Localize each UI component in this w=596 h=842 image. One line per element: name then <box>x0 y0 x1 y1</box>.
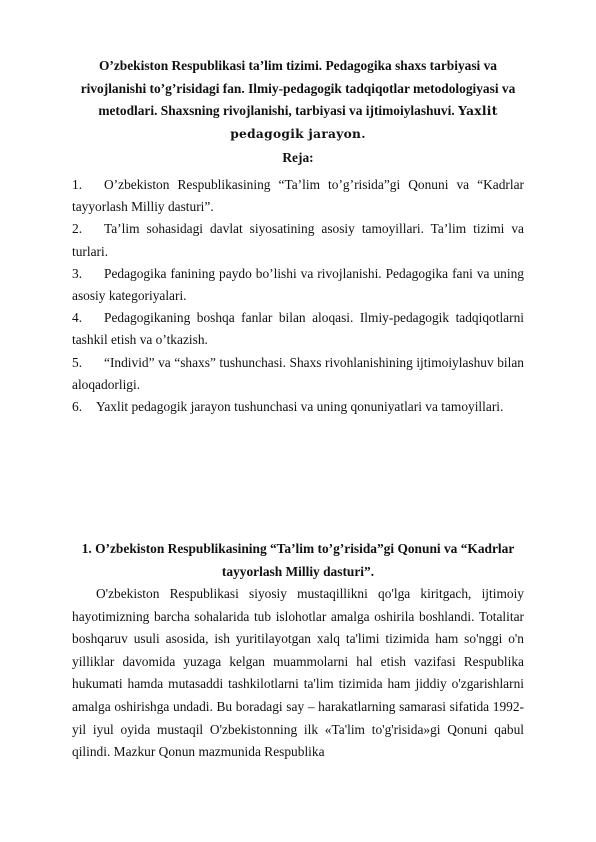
plan-item <box>72 307 524 351</box>
plan-list <box>72 174 524 418</box>
plan-item <box>72 218 524 262</box>
plan-item-number: 4. <box>72 310 83 326</box>
document-title <box>72 55 524 145</box>
title-main: O’zbekiston Respublikasi ta’lim tizimi. Pedagogika shaxs tarbiyasi va rivojlanishi to’g’risidagi fan. Ilmiy-pedagogik tadqiqotlar metodologiyasi va metodlari. Shaxsning rivojlanishi, tarbiyasi va ijtimoiylashuvi. <box>80 58 516 118</box>
plan-item <box>72 352 524 396</box>
plan-item <box>72 396 524 418</box>
plan-heading: Reja: <box>282 150 314 165</box>
plan-item <box>72 263 524 307</box>
plan-item <box>72 174 524 218</box>
plan-item-text: Pedagogikaning boshqa fanlar bilan aloqasi. Ilmiy-pedagogik tadqiqotlarni tashkil etish va o’tkazish. <box>72 310 524 348</box>
plan-item-number: 3. <box>72 265 83 281</box>
section-heading: 1. O’zbekiston Respublikasining “Ta’lim to’g’risida”gi Qonuni va “Kadrlar tayyorlash Milliy dasturi”. <box>81 541 515 579</box>
plan-item-text: Pedagogika fanining paydo bo’lishi va rivojlanishi. Pedagogika fani va uning asosiy kategoriyalari. <box>72 265 524 304</box>
plan-item-number: 6. <box>72 399 83 415</box>
plan-item-text: “Individ” va “shaxs” tushunchasi. Shaxs rivohlanishining ijtimoiylashuv bilan aloqadorligi. <box>72 354 524 392</box>
plan-item-number: 5. <box>72 354 83 370</box>
plan-item-number: 1. <box>72 177 83 192</box>
plan-item-text: O’zbekiston Respublikasining “Ta’lim to’g’risida”gi Qonuni va “Kadrlar tayyorlash Milliy dasturi”. <box>72 177 524 215</box>
plan-item-text: Yaxlit pedagogik jarayon tushunchasi va uning qonuniyatlari va tamoyillari. <box>96 399 504 415</box>
section-paragraph: O'zbekiston Respublikasi siyosiy mustaqillikni qo'lga kiritgach, ijtimoiy hayotimizning barcha sohalarida tub islohotlar amalga oshirila boshlandi. Totalitar boshqaruv usuli asosida, ish yuritilayotgan xalq ta'limi tizimida ham so'nggi o'n yilliklar davomida yuzaga kelgan muammolarni hal etish vazifasi Respublika hukumati hamda mutasaddi tashkilotlarni ta'lim tizimida ham jiddiy o'zgarishlarni amalga oshirishga undadi. Bu boradagi say – harakatlarning samarasi sifatida 1992-yil iyul oyida mustaqil O'zbekistonning ilk «Ta'lim to'g'risida»gi Qonuni qabul qilindi. Mazkur Qonun mazmunida Respublika <box>72 586 524 760</box>
plan-item-number: 2. <box>72 221 83 237</box>
plan-item-text: Ta’lim sohasidagi davlat siyosatining asosiy tamoyillari. Ta’lim tizimi va turlari. <box>72 221 524 259</box>
title-tail: Yaxlit pedagogik jarayon. <box>230 104 498 141</box>
